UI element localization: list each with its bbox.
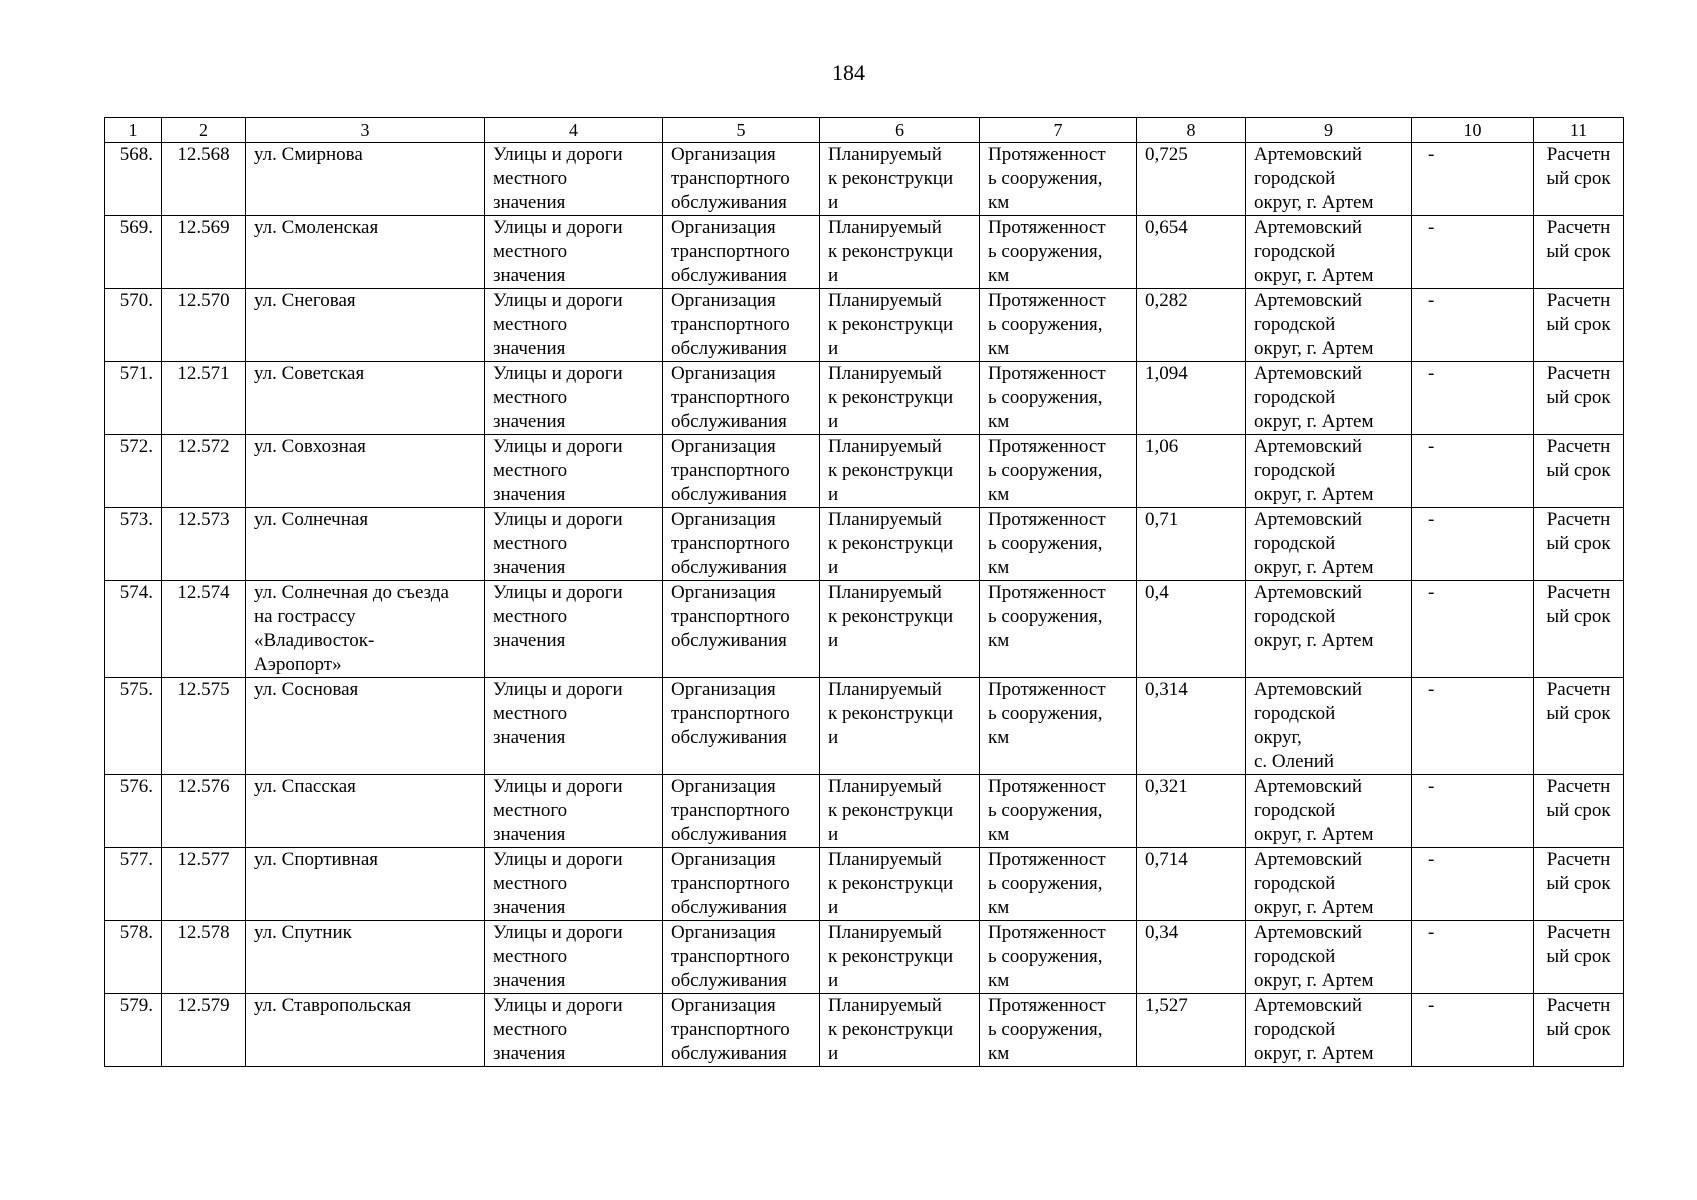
table-row — [105, 435, 1624, 508]
object-name-cell: ул. Солнечная — [246, 508, 485, 581]
code-cell: 12.577 — [162, 848, 246, 921]
location-cell: Артемовский городской округ, г. Артем — [1246, 289, 1412, 362]
column-number: 1 — [105, 118, 162, 143]
status-cell: Планируемый к реконструкци и — [820, 508, 980, 581]
object-name-cell: ул. Смоленская — [246, 216, 485, 289]
purpose-cell: Организация транспортного обслуживания — [663, 775, 820, 848]
row-number-cell: 570. — [105, 289, 162, 362]
zone-cell: - — [1412, 143, 1534, 216]
row-number-cell: 577. — [105, 848, 162, 921]
column-number: 9 — [1246, 118, 1412, 143]
zone-cell: - — [1412, 921, 1534, 994]
zone-cell: - — [1412, 508, 1534, 581]
table-row — [105, 848, 1624, 921]
characteristic-cell: Протяженност ь сооружения, км — [980, 581, 1137, 678]
status-cell: Планируемый к реконструкци и — [820, 435, 980, 508]
code-cell: 12.571 — [162, 362, 246, 435]
table-body — [105, 118, 1624, 1067]
characteristic-cell: Протяженност ь сооружения, км — [980, 289, 1137, 362]
purpose-cell: Организация транспортного обслуживания — [663, 508, 820, 581]
zone-cell: - — [1412, 216, 1534, 289]
page-number: 184 — [832, 60, 865, 85]
term-cell: Расчетн ый срок — [1534, 848, 1624, 921]
object-type-cell: Улицы и дороги местного значения — [485, 581, 663, 678]
row-number-cell: 579. — [105, 994, 162, 1067]
row-number-cell: 578. — [105, 921, 162, 994]
status-cell: Планируемый к реконструкци и — [820, 678, 980, 775]
table-row — [105, 143, 1624, 216]
object-name-cell: ул. Смирнова — [246, 143, 485, 216]
column-number: 2 — [162, 118, 246, 143]
zone-cell: - — [1412, 775, 1534, 848]
zone-cell: - — [1412, 848, 1534, 921]
location-cell: Артемовский городской округ, г. Артем — [1246, 848, 1412, 921]
zone-cell: - — [1412, 994, 1534, 1067]
value-cell: 0,71 — [1137, 508, 1246, 581]
term-cell: Расчетн ый срок — [1534, 143, 1624, 216]
object-type-cell: Улицы и дороги местного значения — [485, 143, 663, 216]
purpose-cell: Организация транспортного обслуживания — [663, 921, 820, 994]
purpose-cell: Организация транспортного обслуживания — [663, 994, 820, 1067]
code-cell: 12.576 — [162, 775, 246, 848]
table-row — [105, 289, 1624, 362]
table-row — [105, 581, 1624, 678]
term-cell: Расчетн ый срок — [1534, 216, 1624, 289]
purpose-cell: Организация транспортного обслуживания — [663, 362, 820, 435]
row-number-cell: 568. — [105, 143, 162, 216]
table-row — [105, 216, 1624, 289]
code-cell: 12.579 — [162, 994, 246, 1067]
table-row — [105, 508, 1624, 581]
column-number: 10 — [1412, 118, 1534, 143]
object-type-cell: Улицы и дороги местного значения — [485, 994, 663, 1067]
object-name-cell: ул. Снеговая — [246, 289, 485, 362]
row-number-cell: 573. — [105, 508, 162, 581]
characteristic-cell: Протяженност ь сооружения, км — [980, 994, 1137, 1067]
object-name-cell: ул. Солнечная до съезда на гострассу «Владивосток- Аэропорт» — [246, 581, 485, 678]
status-cell: Планируемый к реконструкци и — [820, 216, 980, 289]
column-number: 8 — [1137, 118, 1246, 143]
zone-cell: - — [1412, 289, 1534, 362]
location-cell: Артемовский городской округ, г. Артем — [1246, 216, 1412, 289]
object-type-cell: Улицы и дороги местного значения — [485, 362, 663, 435]
table-row — [105, 362, 1624, 435]
zone-cell: - — [1412, 678, 1534, 775]
value-cell: 1,094 — [1137, 362, 1246, 435]
object-name-cell: ул. Спасская — [246, 775, 485, 848]
location-cell: Артемовский городской округ, с. Олений — [1246, 678, 1412, 775]
term-cell: Расчетн ый срок — [1534, 435, 1624, 508]
purpose-cell: Организация транспортного обслуживания — [663, 435, 820, 508]
object-type-cell: Улицы и дороги местного значения — [485, 508, 663, 581]
object-name-cell: ул. Спутник — [246, 921, 485, 994]
object-type-cell: Улицы и дороги местного значения — [485, 848, 663, 921]
table-row — [105, 678, 1624, 775]
purpose-cell: Организация транспортного обслуживания — [663, 848, 820, 921]
zone-cell: - — [1412, 581, 1534, 678]
column-number: 3 — [246, 118, 485, 143]
characteristic-cell: Протяженност ь сооружения, км — [980, 678, 1137, 775]
location-cell: Артемовский городской округ, г. Артем — [1246, 775, 1412, 848]
status-cell: Планируемый к реконструкци и — [820, 848, 980, 921]
object-name-cell: ул. Сосновая — [246, 678, 485, 775]
value-cell: 0,34 — [1137, 921, 1246, 994]
location-cell: Артемовский городской округ, г. Артем — [1246, 143, 1412, 216]
column-number: 4 — [485, 118, 663, 143]
column-number: 5 — [663, 118, 820, 143]
purpose-cell: Организация транспортного обслуживания — [663, 581, 820, 678]
column-number: 7 — [980, 118, 1137, 143]
object-type-cell: Улицы и дороги местного значения — [485, 921, 663, 994]
object-type-cell: Улицы и дороги местного значения — [485, 435, 663, 508]
term-cell: Расчетн ый срок — [1534, 994, 1624, 1067]
object-name-cell: ул. Совхозная — [246, 435, 485, 508]
table-row — [105, 994, 1624, 1067]
characteristic-cell: Протяженност ь сооружения, км — [980, 143, 1137, 216]
registry-table — [104, 117, 1624, 1067]
status-cell: Планируемый к реконструкци и — [820, 289, 980, 362]
object-type-cell: Улицы и дороги местного значения — [485, 775, 663, 848]
table-row — [105, 921, 1624, 994]
zone-cell: - — [1412, 362, 1534, 435]
code-cell: 12.573 — [162, 508, 246, 581]
characteristic-cell: Протяженност ь сооружения, км — [980, 216, 1137, 289]
value-cell: 1,527 — [1137, 994, 1246, 1067]
value-cell: 1,06 — [1137, 435, 1246, 508]
characteristic-cell: Протяженност ь сооружения, км — [980, 848, 1137, 921]
row-number-cell: 569. — [105, 216, 162, 289]
characteristic-cell: Протяженност ь сооружения, км — [980, 435, 1137, 508]
term-cell: Расчетн ый срок — [1534, 921, 1624, 994]
purpose-cell: Организация транспортного обслуживания — [663, 143, 820, 216]
row-number-cell: 572. — [105, 435, 162, 508]
characteristic-cell: Протяженност ь сооружения, км — [980, 508, 1137, 581]
row-number-cell: 576. — [105, 775, 162, 848]
term-cell: Расчетн ый срок — [1534, 678, 1624, 775]
value-cell: 0,725 — [1137, 143, 1246, 216]
purpose-cell: Организация транспортного обслуживания — [663, 216, 820, 289]
characteristic-cell: Протяженност ь сооружения, км — [980, 775, 1137, 848]
value-cell: 0,4 — [1137, 581, 1246, 678]
value-cell: 0,654 — [1137, 216, 1246, 289]
term-cell: Расчетн ый срок — [1534, 581, 1624, 678]
row-number-cell: 575. — [105, 678, 162, 775]
value-cell: 0,314 — [1137, 678, 1246, 775]
value-cell: 0,321 — [1137, 775, 1246, 848]
location-cell: Артемовский городской округ, г. Артем — [1246, 508, 1412, 581]
object-type-cell: Улицы и дороги местного значения — [485, 289, 663, 362]
object-name-cell: ул. Ставропольская — [246, 994, 485, 1067]
code-cell: 12.574 — [162, 581, 246, 678]
location-cell: Артемовский городской округ, г. Артем — [1246, 435, 1412, 508]
code-cell: 12.570 — [162, 289, 246, 362]
status-cell: Планируемый к реконструкци и — [820, 775, 980, 848]
column-number-row — [105, 118, 1624, 143]
code-cell: 12.572 — [162, 435, 246, 508]
code-cell: 12.568 — [162, 143, 246, 216]
location-cell: Артемовский городской округ, г. Артем — [1246, 994, 1412, 1067]
row-number-cell: 571. — [105, 362, 162, 435]
column-number: 11 — [1534, 118, 1624, 143]
status-cell: Планируемый к реконструкци и — [820, 581, 980, 678]
location-cell: Артемовский городской округ, г. Артем — [1246, 581, 1412, 678]
status-cell: Планируемый к реконструкци и — [820, 994, 980, 1067]
zone-cell: - — [1412, 435, 1534, 508]
table-row — [105, 775, 1624, 848]
characteristic-cell: Протяженност ь сооружения, км — [980, 362, 1137, 435]
row-number-cell: 574. — [105, 581, 162, 678]
code-cell: 12.578 — [162, 921, 246, 994]
column-number: 6 — [820, 118, 980, 143]
object-name-cell: ул. Спортивная — [246, 848, 485, 921]
value-cell: 0,714 — [1137, 848, 1246, 921]
value-cell: 0,282 — [1137, 289, 1246, 362]
status-cell: Планируемый к реконструкци и — [820, 143, 980, 216]
purpose-cell: Организация транспортного обслуживания — [663, 289, 820, 362]
object-type-cell: Улицы и дороги местного значения — [485, 678, 663, 775]
status-cell: Планируемый к реконструкци и — [820, 362, 980, 435]
code-cell: 12.575 — [162, 678, 246, 775]
term-cell: Расчетн ый срок — [1534, 775, 1624, 848]
code-cell: 12.569 — [162, 216, 246, 289]
location-cell: Артемовский городской округ, г. Артем — [1246, 921, 1412, 994]
location-cell: Артемовский городской округ, г. Артем — [1246, 362, 1412, 435]
object-name-cell: ул. Советская — [246, 362, 485, 435]
object-type-cell: Улицы и дороги местного значения — [485, 216, 663, 289]
characteristic-cell: Протяженност ь сооружения, км — [980, 921, 1137, 994]
purpose-cell: Организация транспортного обслуживания — [663, 678, 820, 775]
term-cell: Расчетн ый срок — [1534, 289, 1624, 362]
term-cell: Расчетн ый срок — [1534, 508, 1624, 581]
term-cell: Расчетн ый срок — [1534, 362, 1624, 435]
status-cell: Планируемый к реконструкци и — [820, 921, 980, 994]
